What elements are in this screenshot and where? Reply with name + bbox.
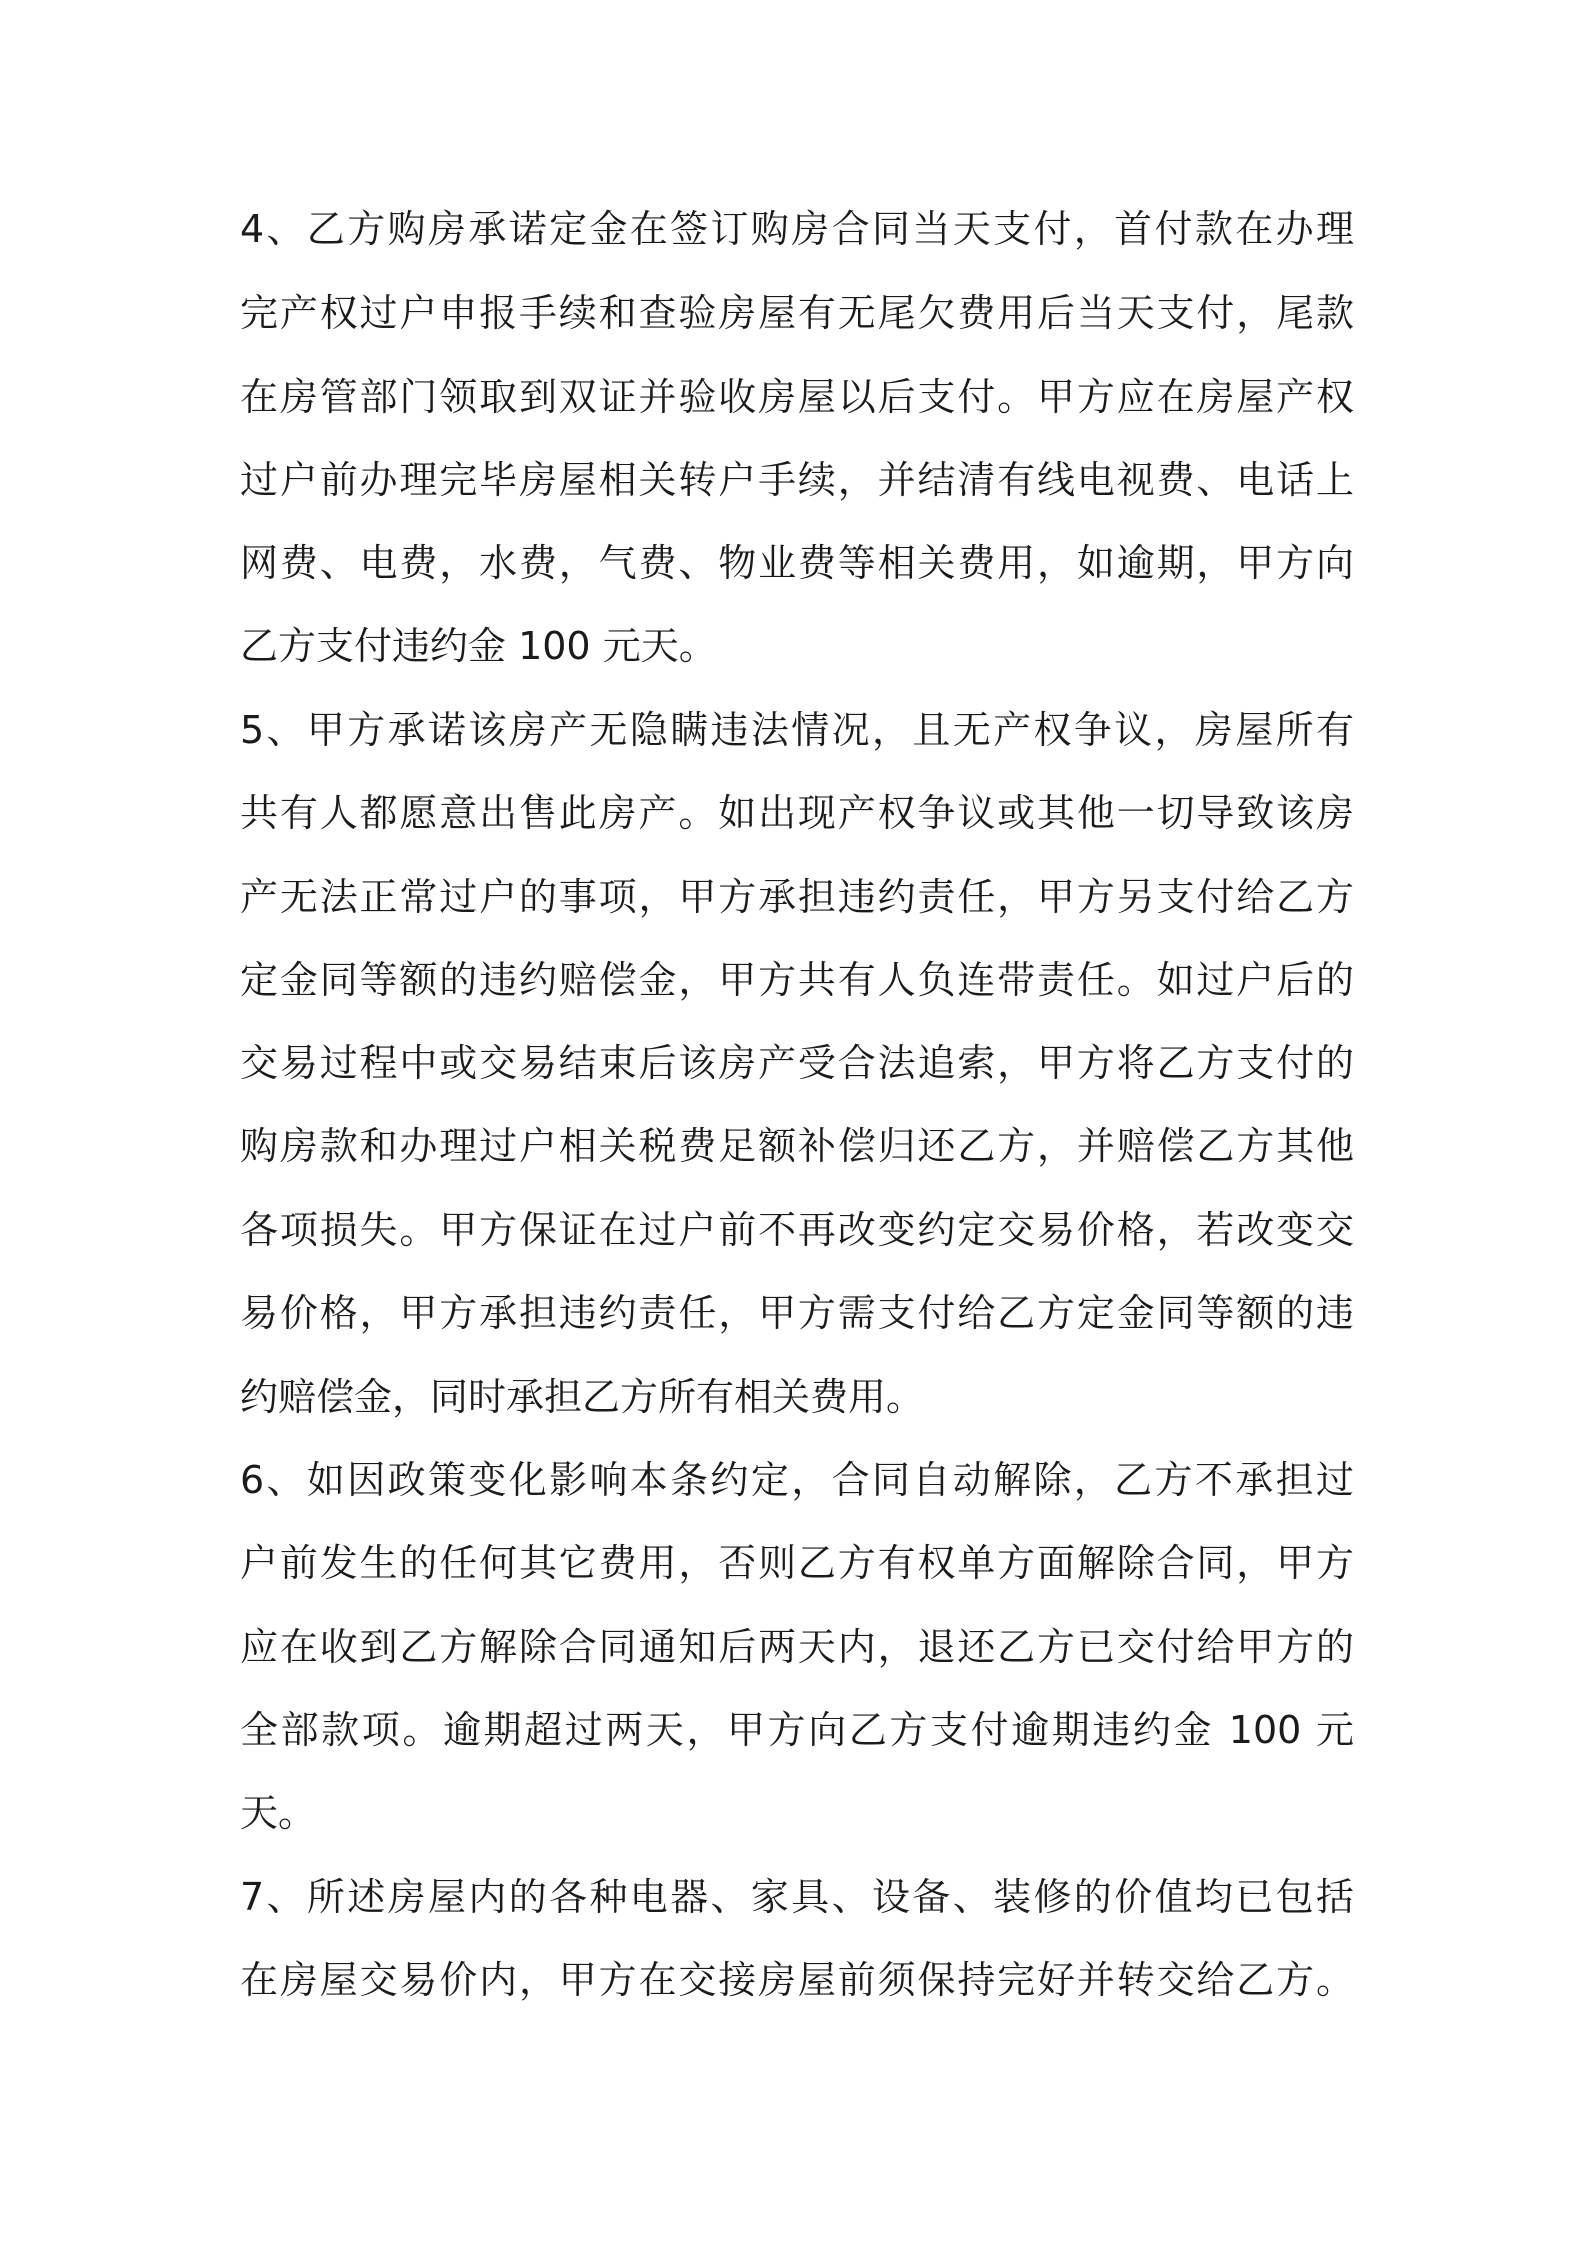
text-line: 定金同等额的违约赔偿金，甲方共有人负连带责任。如过户后的 bbox=[240, 958, 1354, 1002]
text-line: 4、乙方购房承诺定金在签订购房合同当天支付，首付款在办理 bbox=[240, 207, 1354, 251]
text-line: 5、甲方承诺该房产无隐瞒违法情况，且无产权争议，房屋所有 bbox=[240, 708, 1354, 752]
text-line: 各项损失。甲方保证在过户前不再改变约定交易价格，若改变交 bbox=[240, 1208, 1354, 1252]
text-line: 应在收到乙方解除合同通知后两天内，退还乙方已交付给甲方的 bbox=[240, 1625, 1354, 1669]
text-line: 完产权过户申报手续和查验房屋有无尾欠费用后当天支付，尾款 bbox=[240, 291, 1354, 335]
text-line: 产无法正常过户的事项，甲方承担违约责任，甲方另支付给乙方 bbox=[240, 875, 1354, 919]
text-line: 7、所述房屋内的各种电器、家具、设备、装修的价值均已包括 bbox=[240, 1875, 1354, 1919]
text-line: 过户前办理完毕房屋相关转户手续，并结清有线电视费、电话上 bbox=[240, 458, 1354, 502]
text-line: 交易过程中或交易结束后该房产受合法追索，甲方将乙方支付的 bbox=[240, 1041, 1354, 1085]
text-line: 乙方支付违约金 100 元天。 bbox=[240, 624, 717, 668]
text-line: 天。 bbox=[240, 1791, 317, 1835]
text-line: 易价格，甲方承担违约责任，甲方需支付给乙方定金同等额的违 bbox=[240, 1291, 1354, 1335]
text-line: 户前发生的任何其它费用，否则乙方有权单方面解除合同，甲方 bbox=[240, 1541, 1354, 1585]
text-line: 共有人都愿意出售此房产。如出现产权争议或其他一切导致该房 bbox=[240, 791, 1354, 835]
text-line: 在房屋交易价内，甲方在交接房屋前须保持完好并转交给乙方。 bbox=[240, 1958, 1354, 2002]
text-line: 约赔偿金，同时承担乙方所有相关费用。 bbox=[240, 1375, 925, 1419]
text-line: 全部款项。逾期超过两天，甲方向乙方支付逾期违约金 100 元 bbox=[240, 1708, 1354, 1752]
text-line: 购房款和办理过户相关税费足额补偿归还乙方，并赔偿乙方其他 bbox=[240, 1124, 1354, 1168]
text-line: 在房管部门领取到双证并验收房屋以后支付。甲方应在房屋产权 bbox=[240, 375, 1354, 419]
text-line: 网费、电费，水费，气费、物业费等相关费用，如逾期，甲方向 bbox=[240, 541, 1354, 585]
text-line: 6、如因政策变化影响本条约定，合同自动解除，乙方不承担过 bbox=[240, 1458, 1354, 1502]
